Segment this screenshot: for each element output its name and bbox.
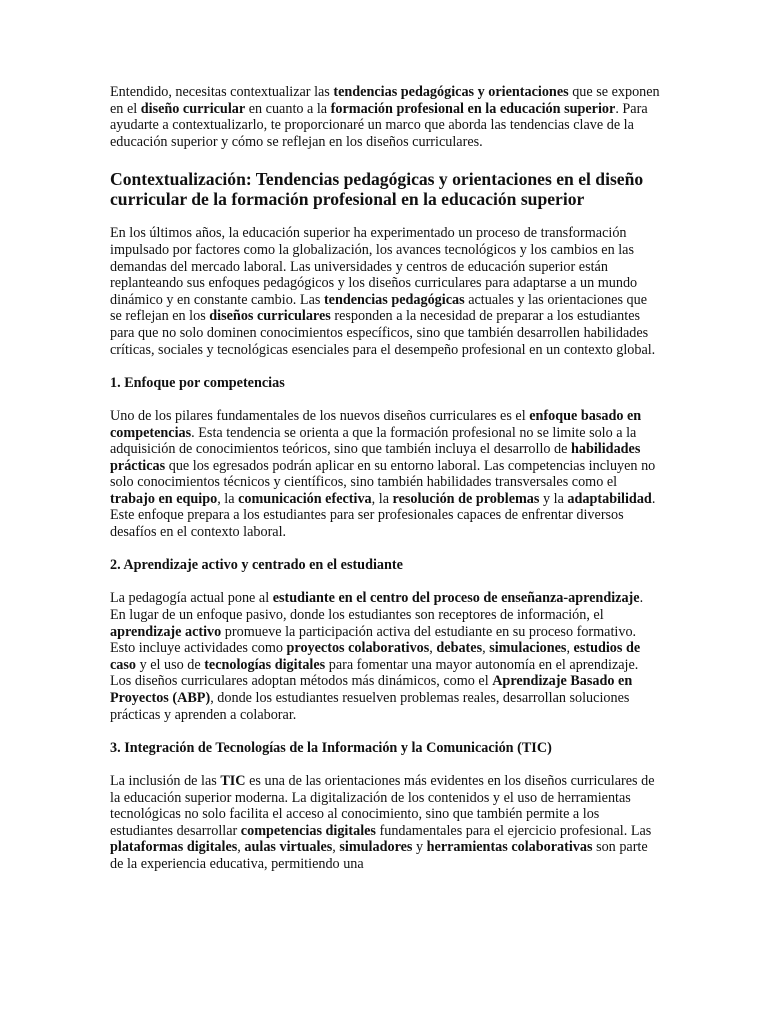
section-1-paragraph <box>110 408 660 541</box>
s2-text-4: , <box>429 640 437 657</box>
s2-text-6: , <box>566 640 574 657</box>
s1-bold-4: comunicación efectiva <box>238 490 372 507</box>
section-2-heading: 2. Aprendizaje activo y centrado en el estudiante <box>110 557 403 574</box>
s2-bold-2: aprendizaje activo <box>110 623 222 640</box>
s3-text-3: fundamentales para el ejercicio profesional. Las <box>375 822 652 839</box>
s3-bold-4: aulas virtuales <box>244 839 333 856</box>
s1-bold-2: habilidades prácticas <box>110 441 641 474</box>
s2-bold-7: tecnologías digitales <box>204 656 326 673</box>
s2-text-8: para fomentar una mayor autonomía en el aprendizaje. Los diseños curriculares adoptan métodos más dinámicos, como el <box>110 656 639 690</box>
s1-bold-1: enfoque basado en competencias <box>110 407 642 441</box>
s2-text-3: promueve la participación activa del estudiante en su proceso formativo. Esto incluye actividades como <box>110 623 637 657</box>
s1-bold-6: adaptabilidad <box>567 490 652 507</box>
intro-text-3: en cuanto a la <box>245 100 331 117</box>
context-bold-1: tendencias pedagógicas <box>323 291 465 308</box>
section-3-paragraph <box>110 773 660 873</box>
section-1-heading: 1. Enfoque por competencias <box>110 374 285 391</box>
section-2-paragraph <box>110 590 660 723</box>
s1-bold-5: resolución de problemas <box>392 490 540 507</box>
s1-bold-3: trabajo en equipo <box>110 490 218 507</box>
s1-text-3: que los egresados podrán aplicar en su entorno laboral. Las competencias incluyen no solo conocimientos técnicos y científicos, sino también habilidades transversales como el <box>110 457 656 491</box>
s1-text-2: . Esta tendencia se orienta a que la formación profesional no se limite solo a la adquisición de conocimientos teóricos, sino que también incluya el desarrollo de <box>110 424 637 458</box>
intro-paragraph <box>110 84 660 150</box>
s3-text-1: La inclusión de las <box>110 772 221 789</box>
s1-text-5: , la <box>371 490 393 507</box>
s2-bold-3: proyectos colaborativos <box>286 640 430 657</box>
context-text-2: actuales y las orientaciones que se reflejan en los <box>110 291 648 325</box>
context-text-3: responden a la necesidad de preparar a los estudiantes para que no solo dominen conocimientos específicos, sino que también desarrollen habilidades críticas, sociales y tecnológicas esenciales para el desempeño profesional en un contexto global. <box>110 308 656 358</box>
intro-text-2: que se exponen en el <box>110 84 660 117</box>
s2-text-7: y el uso de <box>136 656 205 673</box>
s1-text-6: y la <box>539 490 568 507</box>
s1-text-7: . Este enfoque prepara a los estudiantes para ser profesionales capaces de enfrentar diversos desafíos en el contexto laboral. <box>110 490 656 541</box>
context-bold-2: diseños curriculares <box>209 308 331 325</box>
context-text-1: En los últimos años, la educación superior ha experimentado un proceso de transformación impulsado por factores como la globalización, los avances tecnológicos y los cambios en las demandas del mercado laboral. Las universidades y centros de educación superior están replanteando sus enfoques pedagógicos y los diseños curriculares para adaptarse a un mundo dinámico y en constante cambio. Las <box>110 225 638 308</box>
s1-text-1: Uno de los pilares fundamentales de los nuevos diseños curriculares es el <box>110 407 530 424</box>
s2-bold-5: simulaciones <box>489 640 567 657</box>
s2-text-9: , donde los estudiantes resuelven problemas reales, desarrollan soluciones prácticas y aprenden a colaborar. <box>110 690 630 723</box>
s2-bold-8: Aprendizaje Basado en Proyectos (ABP) <box>110 673 633 706</box>
s3-text-6: y <box>412 839 427 856</box>
s2-text-2: . En lugar de un enfoque pasivo, donde los estudiantes son receptores de información, el <box>110 590 644 624</box>
s3-bold-5: simuladores <box>339 839 413 856</box>
section-3-heading: 3. Integración de Tecnologías de la Información y la Comunicación (TIC) <box>110 739 552 756</box>
document-title: Contextualización: Tendencias pedagógicas y orientaciones en el diseño curricular de la formación profesional en la educación superior <box>110 169 644 210</box>
s3-text-5: , <box>332 839 340 856</box>
s1-text-4: , la <box>217 490 239 507</box>
s3-text-2: es una de las orientaciones más evidentes en los diseños curriculares de la educación superior moderna. La digitalización de los contenidos y el uso de herramientas tecnológicas no solo facilita el acceso al conocimiento, sino que también permite a los estudiantes desarrollar <box>110 772 655 839</box>
intro-bold-2: diseño curricular <box>140 100 246 117</box>
s2-text-5: , <box>482 640 490 657</box>
s2-bold-1: estudiante en el centro del proceso de enseñanza-aprendizaje <box>272 590 640 607</box>
s2-bold-6: estudios de caso <box>110 640 641 673</box>
document-page <box>110 84 660 889</box>
s3-text-4: , <box>237 839 245 856</box>
intro-text-4: . Para ayudarte a contextualizarlo, te proporcionaré un marco que aborda las tendencias clave de la educación superior y cómo se reflejan en los diseños curriculares. <box>110 100 648 150</box>
intro-text-1: Entendido, necesitas contextualizar las <box>110 84 334 100</box>
s3-bold-3: plataformas digitales <box>110 839 238 856</box>
context-paragraph <box>110 225 660 358</box>
s3-bold-1: TIC <box>220 772 246 789</box>
s2-bold-4: debates <box>436 640 483 657</box>
s3-text-7: son parte de la experiencia educativa, permitiendo una <box>110 839 648 872</box>
s2-text-1: La pedagogía actual pone al <box>110 590 273 607</box>
s3-bold-2: competencias digitales <box>240 822 376 839</box>
s3-bold-6: herramientas colaborativas <box>426 839 593 856</box>
intro-bold-3: formación profesional en la educación superior <box>330 100 616 117</box>
intro-bold-1: tendencias pedagógicas y orientaciones <box>333 84 569 100</box>
